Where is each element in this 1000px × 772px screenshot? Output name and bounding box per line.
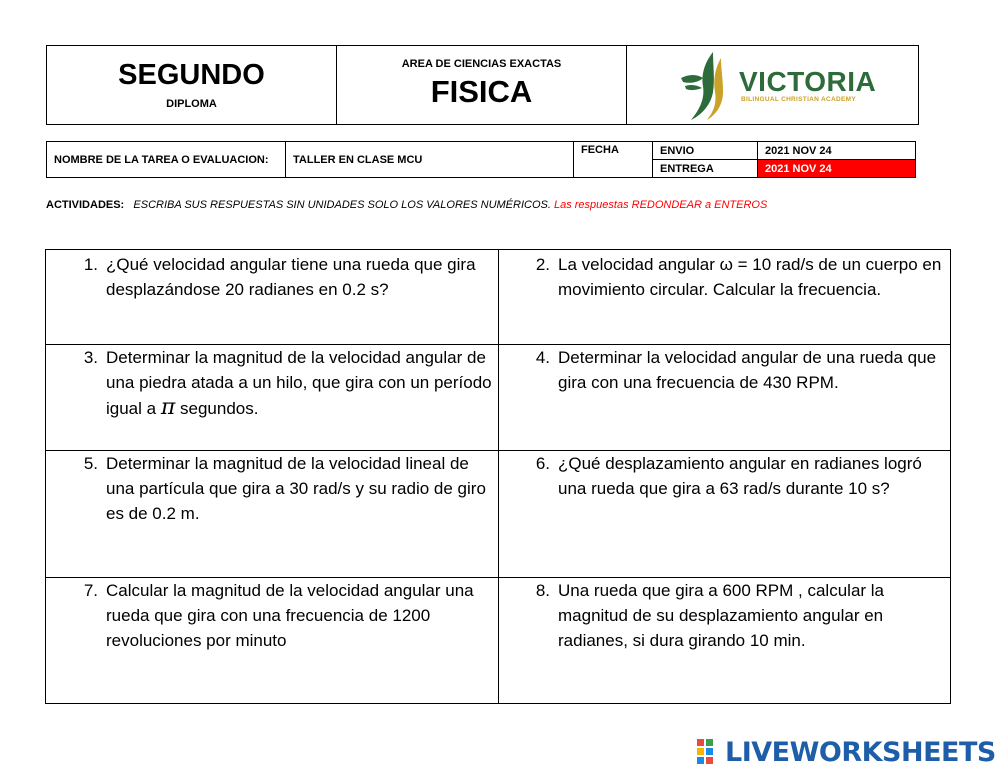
date-label: FECHA <box>573 141 653 178</box>
question-text-start: Determinar la magnitud de la velocidad angular de una piedra atada a un hilo, que gira con un período igual a <box>106 348 492 418</box>
question-text: Una rueda que gira a 600 RPM , calcular la magnitud de su desplazamiento angular en radianes, si dura girando 10 min. <box>558 581 885 650</box>
question-number: 4. <box>535 348 550 367</box>
area-label: AREA DE CIENCIAS EXACTAS <box>401 58 562 70</box>
sent-label: ENVIO <box>652 141 758 160</box>
level-cell <box>47 46 337 124</box>
pi-symbol: π <box>160 395 176 420</box>
activities-instructions: ESCRIBA SUS RESPUESTAS SIN UNIDADES SOLO LOS VALORES NUMÉRICOS. <box>133 199 551 211</box>
school-logo <box>677 48 877 124</box>
question-text: ¿Qué velocidad angular tiene una rueda que gira desplazándose 20 radianes en 0.2 s? <box>106 255 476 299</box>
question-text: La velocidad angular ω = 10 rad/s de un cuerpo en movimiento circular. Calcular la frecuencia. <box>558 255 942 299</box>
liveworksheets-text: LIVEWORKSHEETS <box>725 736 996 768</box>
task-name: TALLER EN CLASE MCU <box>285 141 574 178</box>
question-text-end: segundos. <box>175 399 259 418</box>
eagle-icon <box>677 48 739 124</box>
question-number: 3. <box>83 348 98 367</box>
question-text: Determinar la velocidad angular de una rueda que gira con una frecuencia de 430 RPM. <box>558 348 937 392</box>
program-label: DIPLOMA <box>166 98 217 110</box>
question-number: 7. <box>83 581 98 600</box>
logo-name: VICTORIA <box>739 66 877 97</box>
question-number: 5. <box>83 454 98 473</box>
task-table <box>46 141 916 178</box>
task-label: NOMBRE DE LA TAREA O EVALUACION: <box>46 141 286 178</box>
liveworksheets-logo-icon <box>697 738 723 766</box>
activities-label: ACTIVIDADES: <box>46 199 125 211</box>
question-number: 6. <box>535 454 550 473</box>
liveworksheets-brand <box>697 737 996 767</box>
questions-grid <box>45 249 951 704</box>
sent-date: 2021 NOV 24 <box>757 141 916 160</box>
rounding-note: Las respuestas REDONDEAR a ENTEROS <box>553 199 768 211</box>
grid-divider-vertical <box>498 250 499 703</box>
question-text: Determinar la magnitud de la velocidad lineal de una partícula que gira a 30 rad/s y su radio de giro es de 0.2 m. <box>106 454 486 523</box>
subject-cell <box>337 46 627 124</box>
subject-title: FISICA <box>430 74 533 109</box>
logo-tagline: BILINGUAL CHRISTIAN ACADEMY <box>741 96 856 103</box>
question-number: 8. <box>535 581 550 600</box>
question-number: 2. <box>535 255 550 274</box>
question-number: 1. <box>83 255 98 274</box>
header-table <box>46 45 919 125</box>
logo-cell <box>627 46 918 124</box>
question-text <box>106 345 494 421</box>
question-text: ¿Qué desplazamiento angular en radianes logró una rueda que gira a 63 rad/s durante 10 s? <box>558 454 922 498</box>
due-label: ENTREGA <box>652 159 758 178</box>
question-text: Calcular la magnitud de la velocidad angular una rueda que gira con una frecuencia de 1200 revoluciones por minuto <box>106 581 474 650</box>
level-title: SEGUNDO <box>118 59 265 91</box>
due-date: 2021 NOV 24 <box>757 159 916 178</box>
activities-line <box>46 199 767 211</box>
